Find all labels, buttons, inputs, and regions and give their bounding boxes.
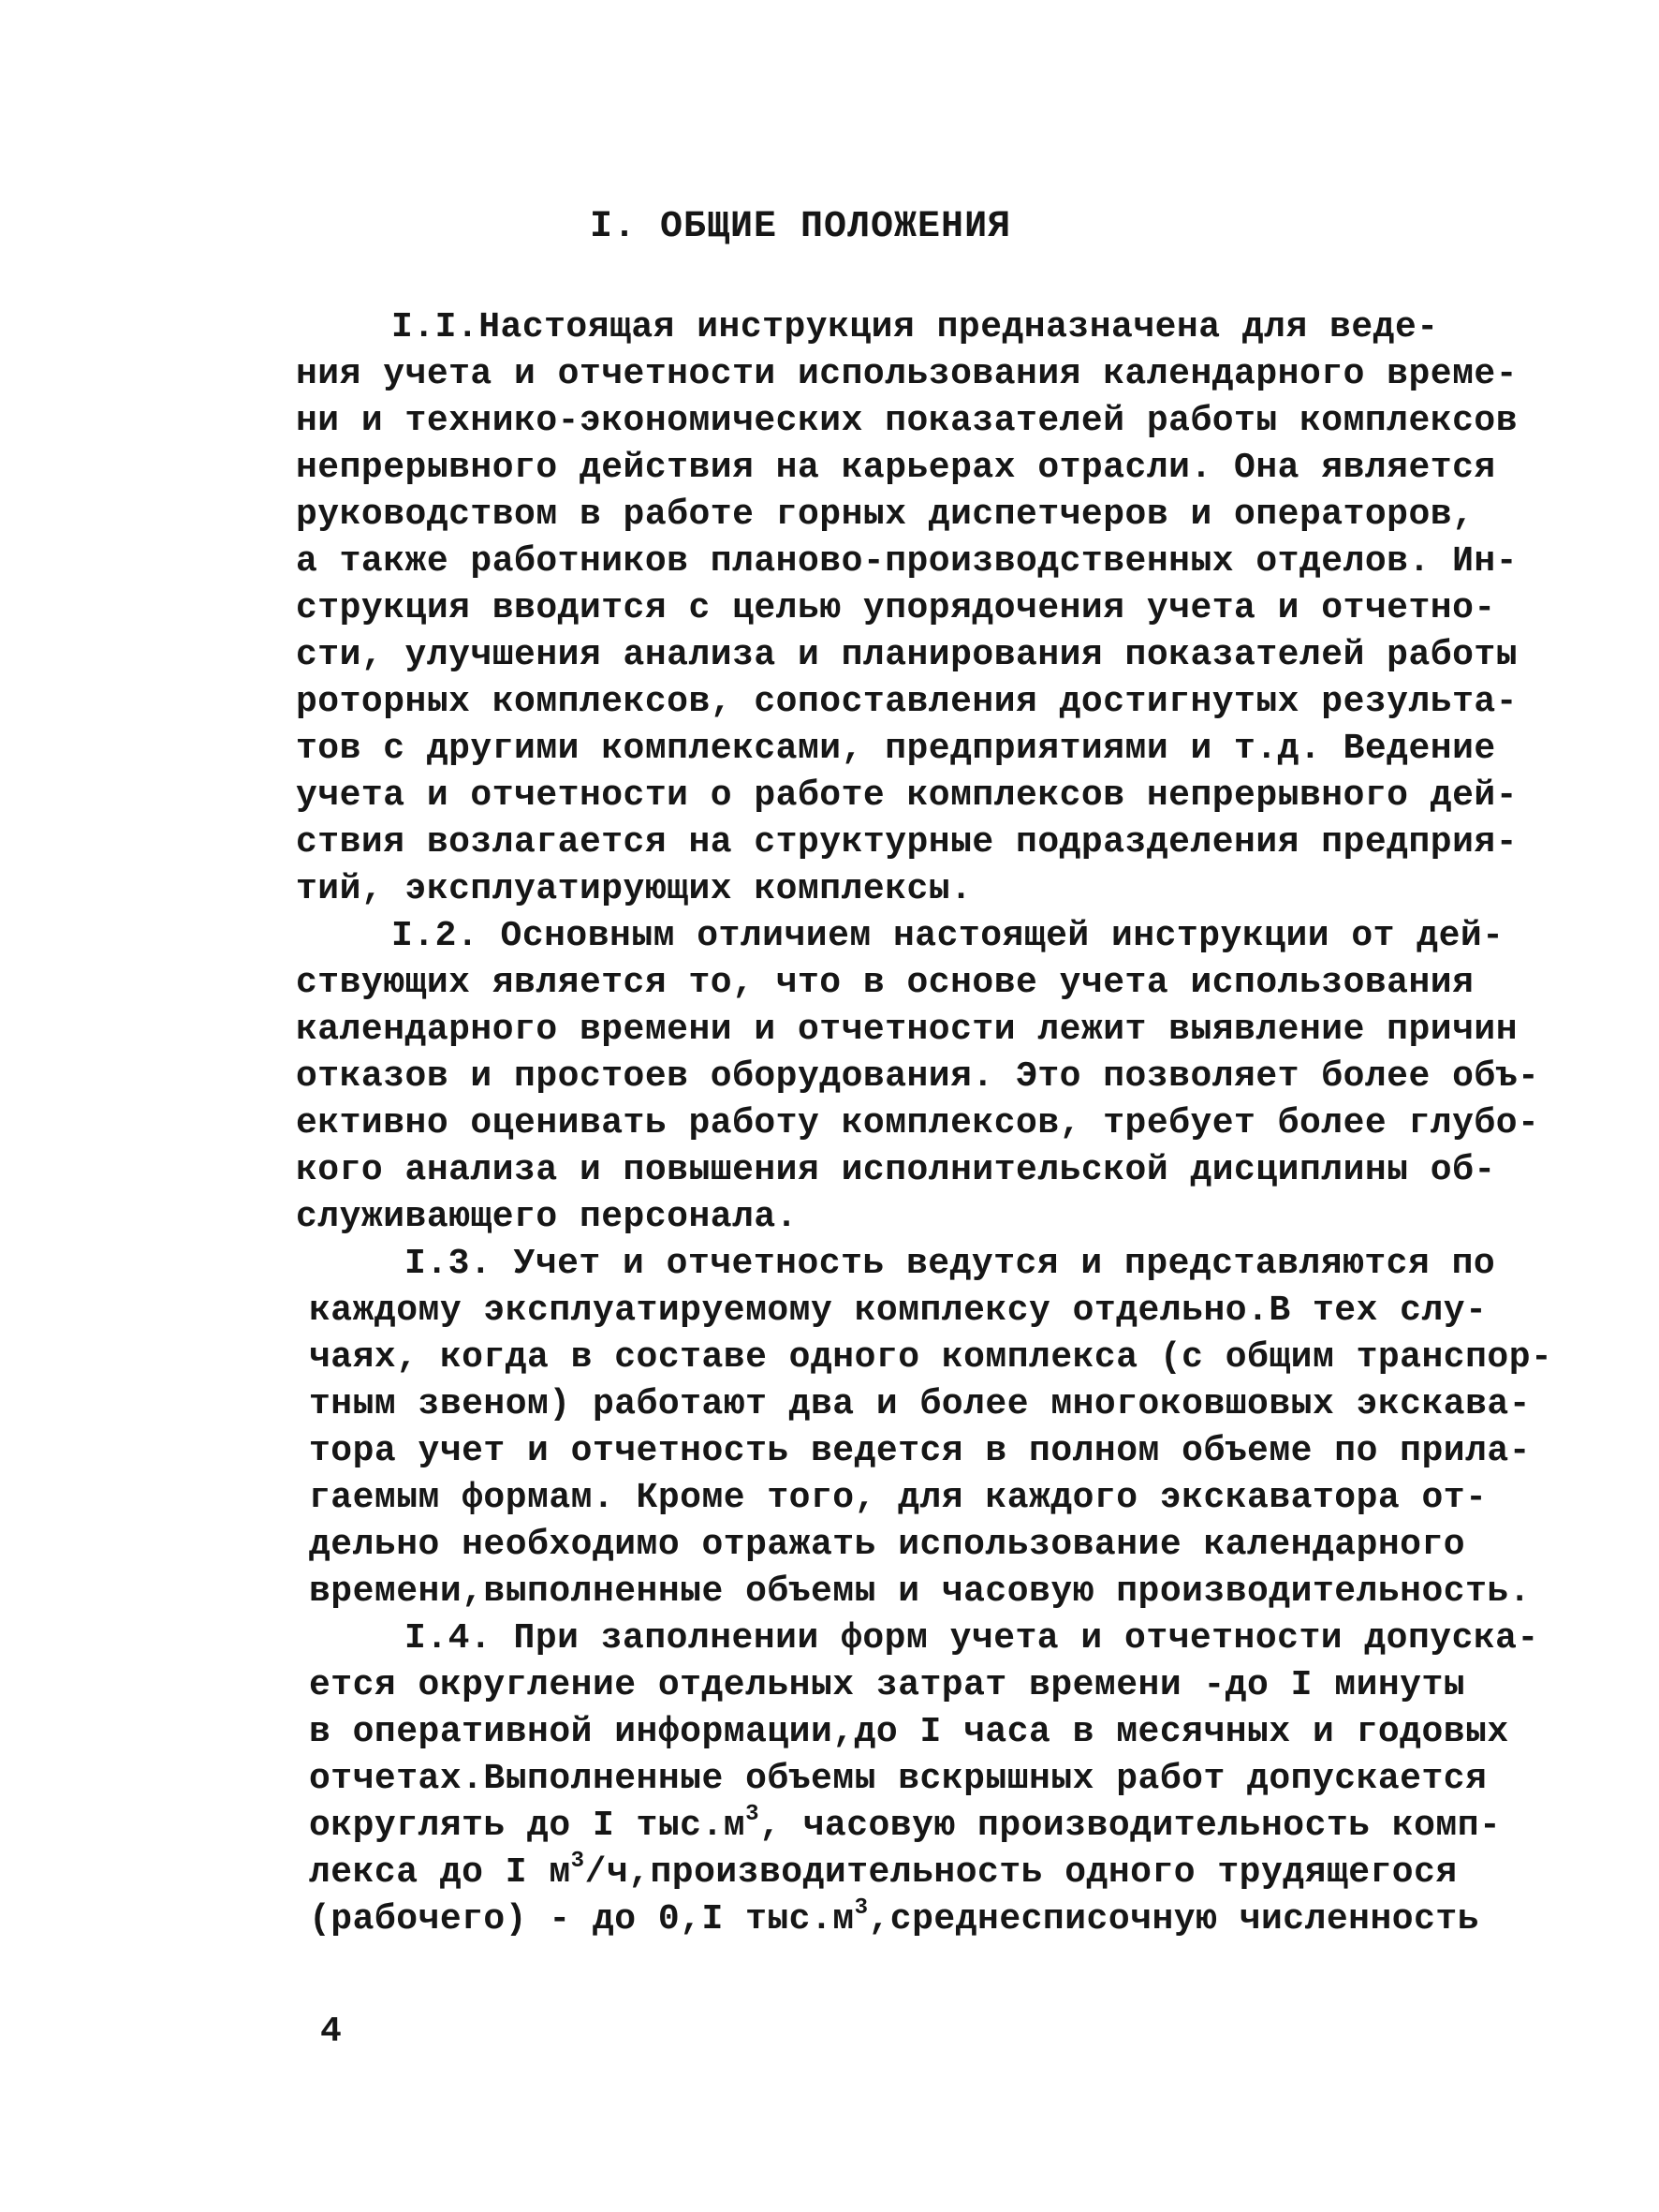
text-line: тора учет и отчетность ведется в полном объеме по прила- [309, 1431, 1532, 1471]
section-title: I. ОБЩИЕ ПОЛОЖЕНИЯ [590, 206, 1012, 248]
page-number: 4 [320, 2012, 342, 2052]
text-line: роторных комплекcов, сопоставления достигнутых результа- [296, 682, 1519, 722]
text-line: календарного времени и отчетности лежит выявление причин [296, 1010, 1519, 1050]
text-line: струкция вводится с целью упорядочения учета и отчетно- [296, 588, 1496, 628]
text-line: тов с другими комплексами, предприятиями и т.д. Ведение [296, 729, 1496, 769]
text-line: отчетах.Выполненные объемы вскрышных работ допускается [309, 1759, 1488, 1799]
text-line: тным звеном) работают два и более многоковшовых экскава- [309, 1384, 1532, 1424]
text-line: времени,выполненные объемы и часовую производительность. [309, 1571, 1532, 1612]
text-line: кого анализа и повышения исполнительской дисциплины об- [296, 1150, 1496, 1190]
text-line: отказов и простоев оборудования. Это позволяет более объ- [296, 1056, 1540, 1097]
text-line: ния учета и отчетности использования календарного време- [296, 354, 1519, 394]
text-line: ется округление отдельных затрат времени -до I минуты [309, 1665, 1466, 1705]
text-line: ни и технико-экономических показателей работы комплексов [296, 401, 1519, 441]
text-line: I.I.Настоящая инструкция предназначена для веде- [391, 307, 1439, 347]
text-line: непрерывного действия на карьерах отрасли. Она является [296, 448, 1496, 488]
text-line: округлять до I $тыс.м^3$, часовую производительность комп- [309, 1802, 1502, 1846]
text-line: в оперативной информации,до I часа в месячных и годовых [309, 1712, 1509, 1752]
text-line: лекса до I $м^3/ч,производительность$ одного трудящегося [309, 1849, 1458, 1893]
text-line: ективно оценивать работу комплексов, требует более глубо- [296, 1103, 1540, 1143]
text-line: ствия возлагается на структурные подразделения предприя- [296, 822, 1519, 863]
text-line: (рабочего) - до 0,I $тыс.м^3,среднесписочную$ численность [309, 1895, 1480, 1939]
text-line: I.4. При заполнении форм учета и отчетности допуска- [404, 1618, 1539, 1659]
text-line: руководством в работе горных диспетчеров и операторов, [296, 494, 1475, 535]
text-line: I.2. Основным отличием настоящей инструкции от дей- [391, 916, 1505, 956]
text-line: ствующих является то, что в основе учета использования [296, 963, 1475, 1003]
text-line: а также работников планово-производственных отделов. Ин- [296, 541, 1519, 582]
text-line: служивающего персонала. [296, 1197, 798, 1237]
text-line: I.3. Учет и отчетность ведутся и представляются по [404, 1244, 1496, 1284]
text-line: тий, эксплуатирующих комплексы. [296, 869, 973, 909]
text-line: чаях, когда в составе одного комплекса (с общим транспор- [309, 1337, 1553, 1378]
text-line: каждому эксплуатируемому комплексу отдельно.В тех слу- [309, 1290, 1488, 1331]
text-line: гаемым формам. Кроме того, для каждого экскаватора от- [309, 1478, 1488, 1518]
text-line: учета и отчетности о работе комплексов непрерывного дей- [296, 775, 1519, 816]
text-line: сти, улучшения анализа и планирования показателей работы [296, 635, 1519, 675]
text-line: дельно необходимо отражать использование календарного [309, 1525, 1466, 1565]
